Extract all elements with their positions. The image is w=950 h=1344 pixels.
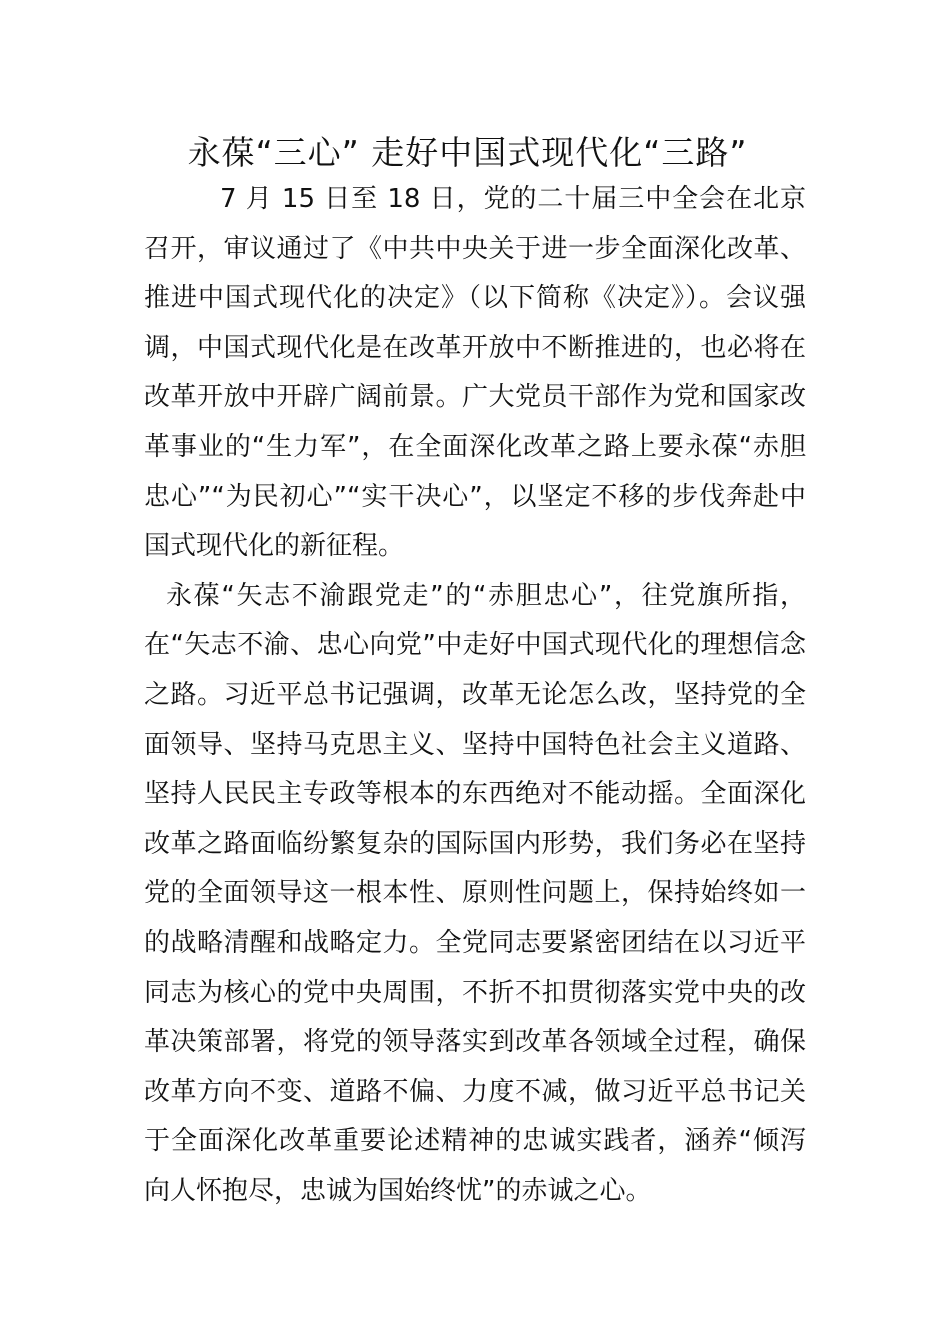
paragraph-loyalty: 永葆“矢志不渝跟党走”的“赤胆忠心”，往党旗所指，在“矢志不渝、忠心向党”中走好中国式现代化的理想信念之路。习近平总书记强调，改革无论怎么改，坚持党的全面领导、坚持马克思主义、坚持中国特色社会主义道路、坚持人民民主专政等根本的东西绝对不能动摇。全面深化改革之路面临纷繁复杂的国际国内形势，我们务必在坚持党的全面领导这一根本性、原则性问题上，保持始终如一的战略清醒和战略定力。全党同志要紧密团结在以习近平同志为核心的党中央周围，不折不扣贯彻落实党中央的改革决策部署，将党的领导落实到改革各领域全过程，确保改革方向不变、道路不偏、力度不减，做习近平总书记关于全面深化改革重要论述精神的忠诚实践者，涵养“倾泻向人怀抱尽，忠诚为国始终忧”的赤诚之心。 xyxy=(144,580,806,1206)
document-body xyxy=(144,175,806,1216)
document-title: 永葆“三心” 走好中国式现代化“三路” xyxy=(187,133,748,172)
paragraph-intro: 7 月 15 日至 18 日，党的二十届三中全会在北京召开，审议通过了《中共中央关于进一步全面深化改革、推进中国式现代化的决定》（以下简称《决定》）。会议强调，中国式现代化是在改革开放中不断推进的，也必将在改革开放中开辟广阔前景。广大党员干部作为党和国家改革事业的“生力军”，在全面深化改革之路上要永葆“赤胆忠心”“为民初心”“实干决心”，以坚定不移的步伐奔赴中国式现代化的新征程。 xyxy=(144,184,806,562)
